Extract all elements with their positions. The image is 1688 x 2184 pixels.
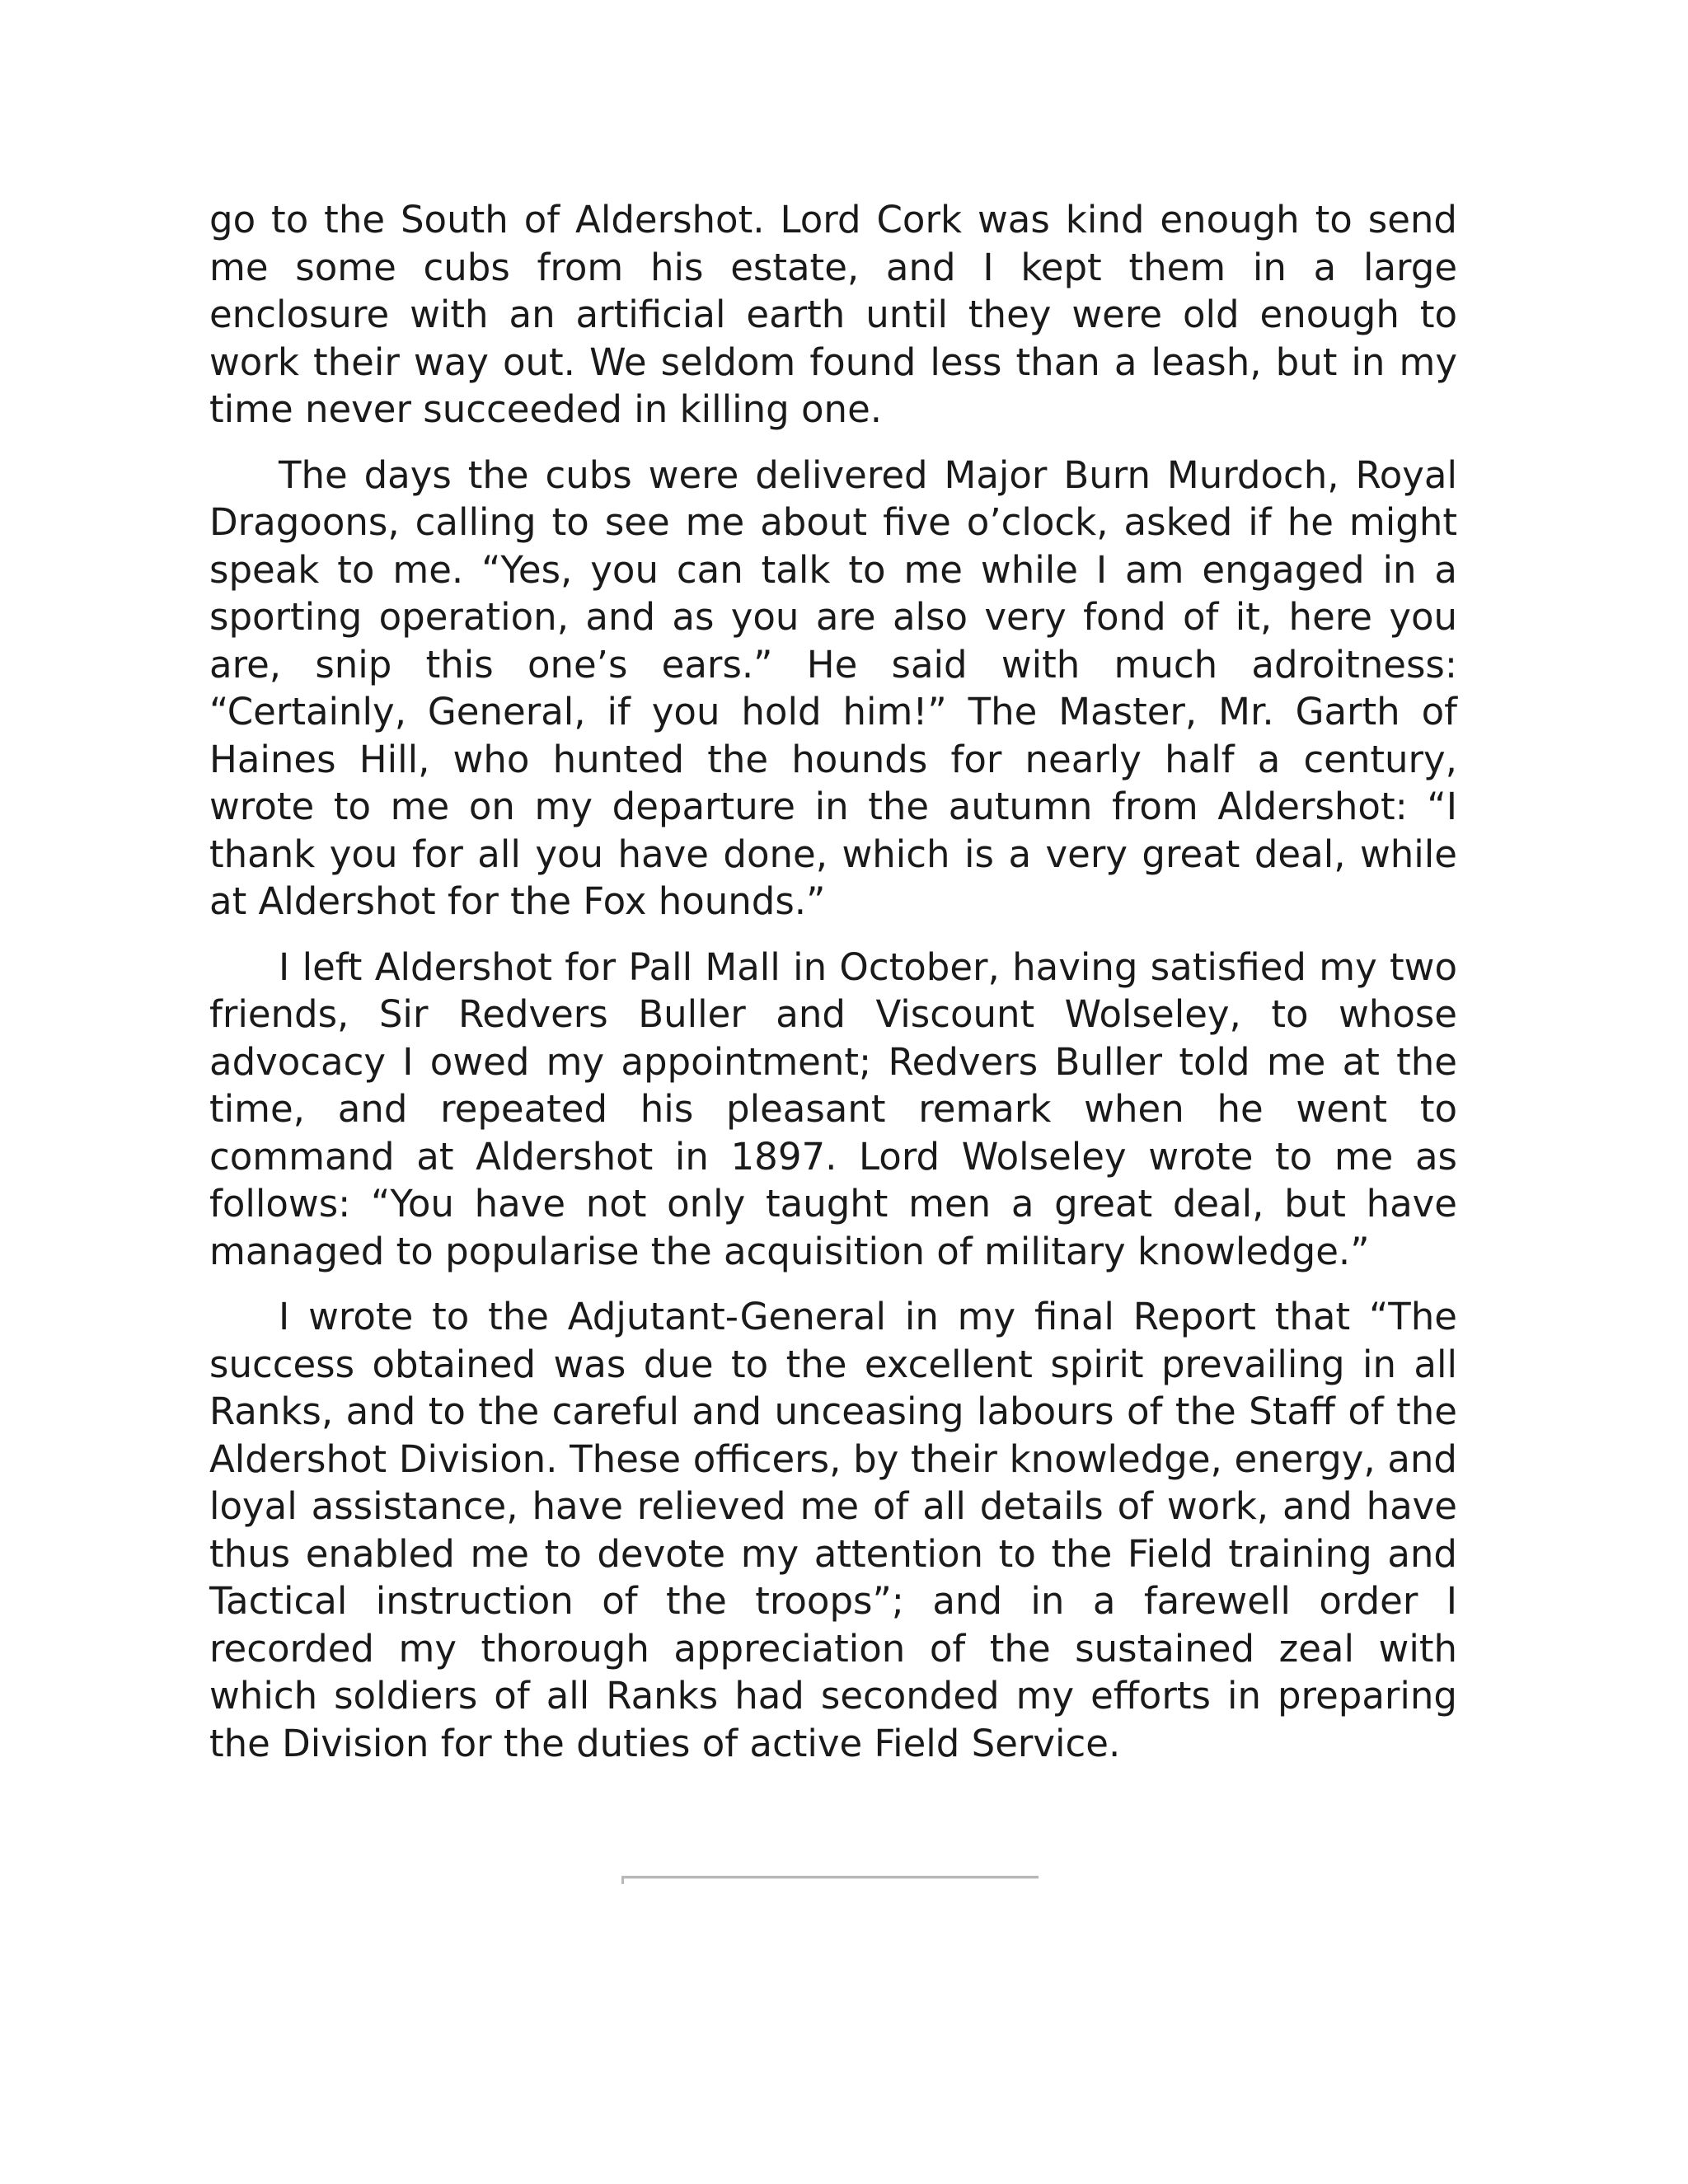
section-divider-rule (621, 1876, 1039, 1879)
paragraph-continued: go to the South of Aldershot. Lord Cork was kind enough to send me some cubs from his estate, and I kept them in a large enclosure with an artificial earth until they were old enough to work their way out. We seldom found less than a leash, but in my time never succeeded in killing one. (209, 198, 1457, 431)
divider-rule-tick (621, 1876, 624, 1884)
paragraph-left-aldershot: I left Aldershot for Pall Mall in October, having satisfied my two friends, Sir Redvers Buller and Viscount Wolseley, to whose advocacy I owed my appointment; Redvers Buller told me at the time, and repeated his pleasant remark when he went to command at Aldershot in 1897. Lord Wolseley wrote to me as follows: “You have not only taught men a great deal, but have managed to popularise the acquisition of military knowledge.” (209, 944, 1457, 1273)
paragraph-cubs-delivered: The days the cubs were delivered Major Burn Murdoch, Royal Dragoons, calling to see me about five o’clock, asked if he might speak to me. “Yes, you can talk to me while I am engaged in a sporting operation, and as you are also very fond of it, here you are, snip this one’s ears.” He said with much adroitness: “Certainly, General, if you hold him!” The Master, Mr. Garth of Haines Hill, who hunted the hounds for nearly half a century, wrote to me on my departure in the autumn from Aldershot: “I thank you for all you have done, which is a very great deal, while at Aldershot for the Fox hounds.” (209, 452, 1457, 923)
paragraph-final-report: I wrote to the Adjutant-General in my final Report that “The success obtained was due to the excellent spirit prevailing in all Ranks, and to the careful and unceasing labours of the Staff of the Aldershot Division. These officers, by their knowledge, energy, and loyal assistance, have relieved me of all details of work, and have thus enabled me to devote my attention to the Field training and Tactical instruction of the troops”; and in a farewell order I recorded my thorough appreciation of the sustained zeal with which soldiers of all Ranks had seconded my efforts in preparing the Division for the duties of active Field Service. (209, 1295, 1457, 1765)
body-text (209, 196, 1457, 1785)
